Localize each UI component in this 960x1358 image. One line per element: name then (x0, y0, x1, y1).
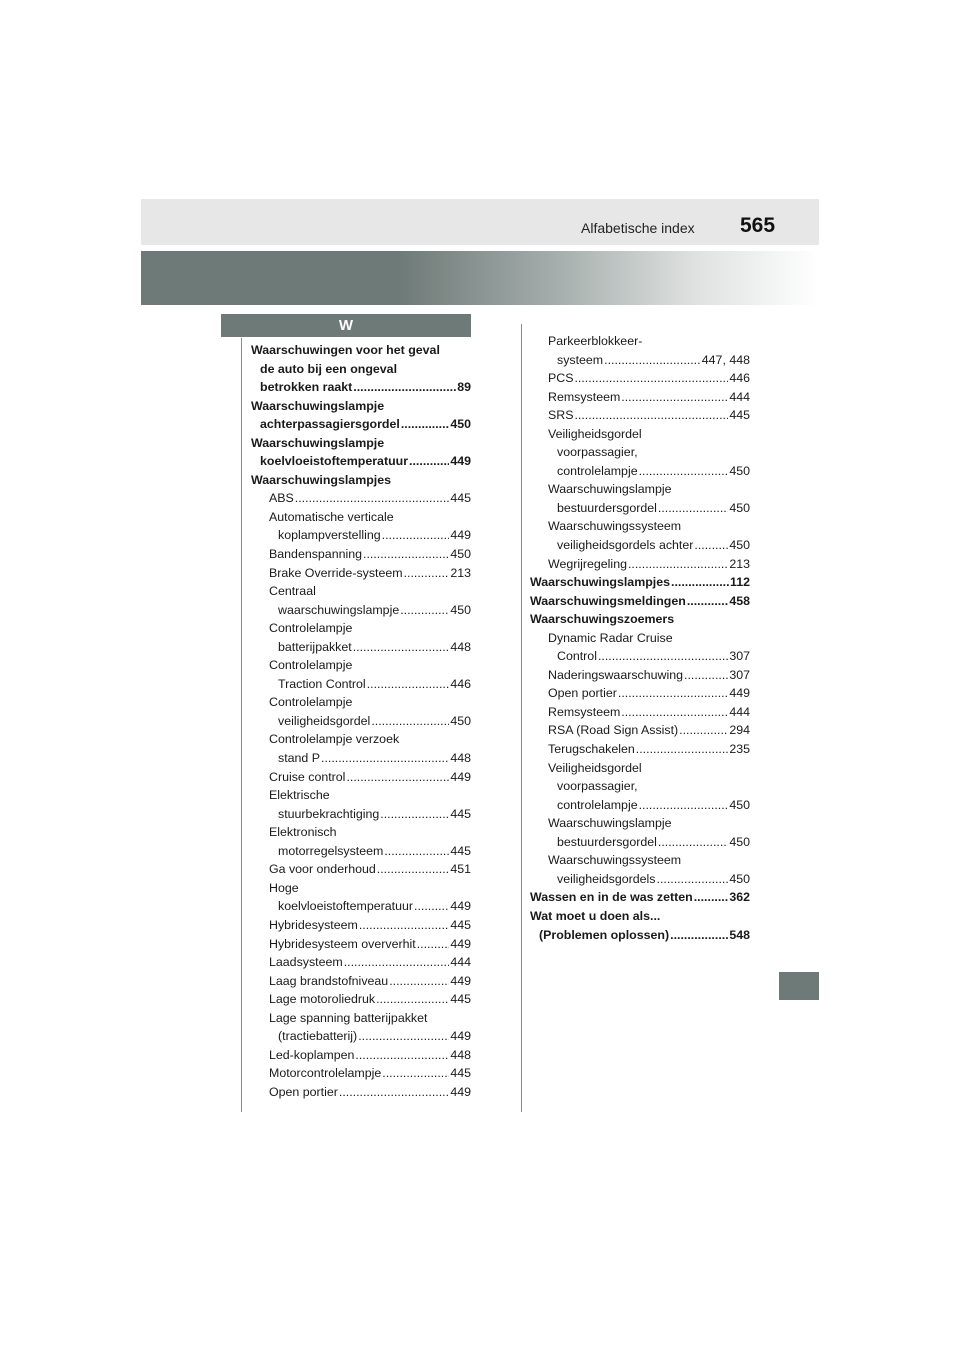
dot-leader (679, 721, 728, 740)
index-entry (251, 1046, 471, 1065)
index-entry (251, 879, 471, 898)
index-entry (530, 833, 750, 852)
dot-leader (604, 351, 701, 370)
dot-leader (367, 675, 450, 694)
section-letter-heading: W (221, 314, 471, 337)
index-entry-text: koelvloeistoftemperatuur (260, 454, 409, 469)
index-entry (530, 443, 750, 462)
index-entry-page: 458 (729, 593, 750, 608)
index-entry-page: 447, 448 (701, 352, 750, 367)
dot-leader (658, 499, 728, 518)
index-entry (530, 907, 750, 926)
index-entry (530, 647, 750, 666)
index-entry-text: controlelampje (557, 797, 638, 812)
dot-leader (371, 712, 449, 731)
dot-leader (377, 860, 450, 879)
index-entry-text: Wegrijregeling (548, 556, 627, 571)
index-entry-text: Elektrische (269, 788, 330, 803)
dot-leader (639, 796, 729, 815)
index-entry-text: Waarschuwingszoemers (530, 612, 675, 627)
dot-leader (628, 555, 728, 574)
index-entry-text: Motorcontrolelampje (269, 1066, 382, 1081)
index-entry-page: 445 (450, 1066, 471, 1081)
index-entry-text: Veiligheidsgordel (548, 426, 642, 441)
decorative-gradient-band (141, 251, 819, 305)
index-entry-page: 449 (450, 454, 471, 469)
dot-leader (353, 638, 450, 657)
dot-leader (414, 897, 449, 916)
index-entry (530, 703, 750, 722)
index-entry-page: 448 (450, 1047, 471, 1062)
dot-leader (400, 601, 449, 620)
index-entry (251, 452, 471, 471)
index-entry-text: Cruise control (269, 769, 346, 784)
index-entry (251, 619, 471, 638)
index-entry (251, 545, 471, 564)
index-entry (251, 953, 471, 972)
index-column-left (251, 341, 471, 1101)
index-entry-page: 449 (450, 973, 471, 988)
index-entry-text: bestuurdersgordel (557, 500, 657, 515)
index-entry-text: PCS (548, 371, 574, 386)
dot-leader (380, 805, 449, 824)
index-entry (251, 730, 471, 749)
index-entry (251, 916, 471, 935)
index-entry (530, 536, 750, 555)
index-entry-page: 450 (729, 538, 750, 553)
index-entry-text: Controlelampje (269, 695, 353, 710)
dot-leader (355, 1046, 449, 1065)
index-entry-text: Elektronisch (269, 825, 337, 840)
index-entry (251, 471, 471, 490)
index-entry-text: Waarschuwingslampjes (251, 472, 392, 487)
index-entry-text: Controlelampje (269, 658, 353, 673)
index-entry (251, 582, 471, 601)
index-entry-text: veiligheidsgordels (557, 871, 656, 886)
index-entry (251, 341, 471, 360)
index-entry-text: Waarschuwingslampjes (530, 575, 671, 590)
left-column-divider (241, 338, 242, 1112)
index-entry-text: systeem (557, 352, 604, 367)
index-entry-page: 294 (729, 723, 750, 738)
index-entry (251, 434, 471, 453)
index-entry-page: 235 (729, 742, 750, 757)
index-entry (530, 870, 750, 889)
index-entry-page: 451 (450, 862, 471, 877)
index-entry (530, 592, 750, 611)
index-entry (530, 406, 750, 425)
index-entry-page: 450 (729, 500, 750, 515)
index-entry-text: bestuurdersgordel (557, 834, 657, 849)
dot-leader (382, 1064, 449, 1083)
index-entry-text: Remsysteem (548, 704, 621, 719)
index-entry (251, 397, 471, 416)
dot-leader (384, 842, 449, 861)
index-entry (251, 415, 471, 434)
index-entry (251, 897, 471, 916)
index-entry-text: voorpassagier, (557, 445, 638, 460)
index-entry-page: 450 (729, 797, 750, 812)
dot-leader (684, 666, 728, 685)
index-entry-text: Terugschakelen (548, 742, 635, 757)
index-entry-text: Waarschuwingslampje (251, 435, 385, 450)
index-entry-page: 449 (450, 1029, 471, 1044)
dot-leader (417, 935, 450, 954)
index-entry-text: Centraal (269, 584, 316, 599)
dot-leader (670, 926, 728, 945)
index-entry-page: 450 (450, 417, 471, 432)
index-entry-text: Hybridesysteem oververhit (269, 936, 416, 951)
dot-leader (404, 564, 450, 583)
dot-leader (671, 573, 729, 592)
index-entry-page: 449 (450, 769, 471, 784)
dot-leader (359, 916, 449, 935)
dot-leader (382, 526, 450, 545)
index-entry (251, 935, 471, 954)
index-entry-text: Naderingswaarschuwing (548, 667, 683, 682)
index-entry-page: 449 (450, 936, 471, 951)
dot-leader (694, 536, 728, 555)
index-entry-page: 448 (450, 639, 471, 654)
index-entry-text: Traction Control (278, 676, 366, 691)
index-entry (530, 814, 750, 833)
index-entry-text: (tractiebatterij) (278, 1029, 358, 1044)
index-entry-text: Waarschuwingslampje (251, 398, 385, 413)
index-entry (251, 805, 471, 824)
index-entry-page: 213 (729, 556, 750, 571)
index-entry (530, 480, 750, 499)
index-entry-page: 446 (729, 371, 750, 386)
dot-leader (598, 647, 728, 666)
dot-leader (658, 833, 728, 852)
index-entry-page: 445 (450, 992, 471, 1007)
index-entry-text: Dynamic Radar Cruise (548, 630, 673, 645)
index-entry-text: Controlelampje (269, 621, 353, 636)
index-entry-page: 307 (729, 649, 750, 664)
index-entry-page: 450 (450, 713, 471, 728)
index-entry (251, 1083, 471, 1102)
index-entry (251, 1009, 471, 1028)
index-entry (530, 517, 750, 536)
index-entry-page: 89 (457, 380, 471, 395)
index-entry (530, 425, 750, 444)
index-entry-text: voorpassagier, (557, 779, 638, 794)
index-entry-text: Lage spanning batterijpakket (269, 1010, 428, 1025)
index-entry (530, 573, 750, 592)
index-entry (251, 656, 471, 675)
index-entry (251, 564, 471, 583)
index-entry-text: Led-koplampen (269, 1047, 355, 1062)
index-entry (251, 823, 471, 842)
index-entry-text: stuurbekrachtiging (278, 806, 380, 821)
dot-leader (409, 452, 449, 471)
index-entry-page: 449 (450, 1084, 471, 1099)
dot-leader (574, 369, 728, 388)
index-entry (251, 860, 471, 879)
index-entry (530, 499, 750, 518)
index-entry-text: Waarschuwingslampje (548, 816, 672, 831)
index-entry-page: 446 (450, 676, 471, 691)
index-entry-text: betrokken raakt (260, 380, 353, 395)
index-entry (251, 508, 471, 527)
index-entry-page: 112 (730, 575, 750, 590)
index-entry-text: veiligheidsgordels achter (557, 538, 694, 553)
index-entry (251, 768, 471, 787)
index-entry (530, 759, 750, 778)
dot-leader (363, 545, 449, 564)
index-column-right (530, 332, 750, 944)
index-entry (530, 777, 750, 796)
index-entry-text: Automatische verticale (269, 509, 394, 524)
dot-leader (618, 684, 728, 703)
index-entry (530, 629, 750, 648)
index-entry-page: 450 (450, 547, 471, 562)
index-entry (251, 786, 471, 805)
index-entry (530, 721, 750, 740)
index-entry-page: 449 (729, 686, 750, 701)
index-entry (251, 990, 471, 1009)
index-entry (251, 1064, 471, 1083)
dot-leader (344, 953, 450, 972)
index-entry-text: koelvloeistoftemperatuur (278, 899, 413, 914)
index-entry (251, 1027, 471, 1046)
index-entry (251, 842, 471, 861)
index-entry (530, 888, 750, 907)
index-entry-page: 449 (450, 899, 471, 914)
index-entry-page: 444 (729, 389, 750, 404)
index-entry-page: 445 (450, 843, 471, 858)
index-entry-text: (Problemen oplossen) (539, 927, 670, 942)
index-entry (251, 378, 471, 397)
index-entry-text: Wassen en in de was zetten (530, 890, 693, 905)
index-entry-text: ABS (269, 491, 294, 506)
page-number: 565 (740, 214, 776, 237)
index-entry-page: 450 (729, 463, 750, 478)
index-entry-text: Parkeerblokkeer- (548, 334, 643, 348)
index-entry-page: 444 (450, 955, 471, 970)
index-entry-text: Hybridesysteem (269, 917, 358, 932)
index-entry-text: veiligheidsgordel (278, 713, 371, 728)
index-entry-text: controlelampje (557, 463, 638, 478)
dot-leader (376, 990, 449, 1009)
index-entry (530, 555, 750, 574)
index-entry (251, 749, 471, 768)
index-entry-text: SRS (548, 408, 574, 423)
index-entry-text: Veiligheidsgordel (548, 760, 642, 775)
dot-leader (639, 462, 729, 481)
index-entry (530, 369, 750, 388)
dot-leader (339, 1083, 449, 1102)
index-entry-text: batterijpakket (278, 639, 352, 654)
index-entry (251, 712, 471, 731)
index-entry (251, 526, 471, 545)
index-entry-text: Waarschuwingsmeldingen (530, 593, 686, 608)
index-entry (530, 351, 750, 370)
index-entry-page: 213 (450, 565, 471, 580)
index-entry (530, 666, 750, 685)
index-entry-page: 450 (450, 602, 471, 617)
index-entry-page: 445 (729, 408, 750, 423)
index-entry-text: Open portier (548, 686, 617, 701)
dot-leader (687, 592, 728, 611)
index-entry (251, 675, 471, 694)
index-entry-text: de auto bij een ongeval (260, 361, 398, 376)
index-entry-text: koplampverstelling (278, 528, 381, 543)
chapter-thumb-tab (779, 972, 819, 1000)
index-entry (251, 638, 471, 657)
index-entry-page: 445 (450, 491, 471, 506)
dot-leader (657, 870, 729, 889)
index-entry-text: Brake Override-systeem (269, 565, 403, 580)
index-entry-text: Open portier (269, 1084, 338, 1099)
index-entry-page: 307 (729, 667, 750, 682)
index-entry (251, 360, 471, 379)
index-entry-text: achterpassagiersgordel (260, 417, 400, 432)
index-entry-text: Bandenspanning (269, 547, 363, 562)
index-entry-text: Waarschuwingen voor het geval (251, 343, 440, 357)
index-entry-page: 362 (729, 890, 750, 905)
index-entry-text: Waarschuwingssysteem (548, 519, 682, 534)
index-entry (530, 610, 750, 629)
index-entry-page: 450 (729, 871, 750, 886)
index-entry-text: Laadsysteem (269, 955, 343, 970)
index-entry-page: 444 (729, 704, 750, 719)
index-entry-text: Ga voor onderhoud (269, 862, 376, 877)
index-entry (530, 926, 750, 945)
dot-leader (346, 768, 449, 787)
index-entry-text: Hoge (269, 880, 299, 895)
index-entry-text: Lage motoroliedruk (269, 992, 376, 1007)
index-entry (530, 684, 750, 703)
dot-leader (321, 749, 449, 768)
dot-leader (295, 489, 450, 508)
index-entry-text: Waarschuwingslampje (548, 482, 672, 497)
index-entry-page: 445 (450, 917, 471, 932)
index-entry-text: motorregelsysteem (278, 843, 384, 858)
index-entry (530, 851, 750, 870)
dot-leader (358, 1027, 449, 1046)
index-entry (530, 740, 750, 759)
index-entry-page: 548 (729, 927, 750, 942)
right-column-divider (521, 324, 522, 1112)
index-entry (251, 972, 471, 991)
dot-leader (694, 888, 729, 907)
index-entry-text: stand P (278, 751, 321, 766)
index-entry-text: Waarschuwingssysteem (548, 853, 682, 868)
index-entry-text: RSA (Road Sign Assist) (548, 723, 679, 738)
index-entry-page: 449 (450, 528, 471, 543)
dot-leader (574, 406, 728, 425)
index-entry-text: Wat moet u doen als... (530, 908, 661, 923)
dot-leader (353, 378, 456, 397)
index-entry-page: 448 (450, 751, 471, 766)
index-entry (530, 332, 750, 351)
dot-leader (636, 740, 729, 759)
index-entry (530, 796, 750, 815)
index-entry (530, 388, 750, 407)
index-entry-text: Control (557, 649, 597, 664)
dot-leader (401, 415, 450, 434)
index-entry-text: Controlelampje verzoek (269, 732, 400, 747)
index-entry-page: 445 (450, 806, 471, 821)
dot-leader (621, 388, 728, 407)
index-entry (251, 693, 471, 712)
index-entry (251, 489, 471, 508)
index-entry-page: 450 (729, 834, 750, 849)
index-entry-text: Remsysteem (548, 389, 621, 404)
index-entry-text: waarschuwingslampje (278, 602, 400, 617)
dot-leader (389, 972, 449, 991)
index-entry (530, 462, 750, 481)
index-entry-text: Laag brandstofniveau (269, 973, 389, 988)
section-title: Alfabetische index (581, 220, 695, 236)
index-entry (251, 601, 471, 620)
header-band (141, 199, 819, 245)
dot-leader (621, 703, 728, 722)
